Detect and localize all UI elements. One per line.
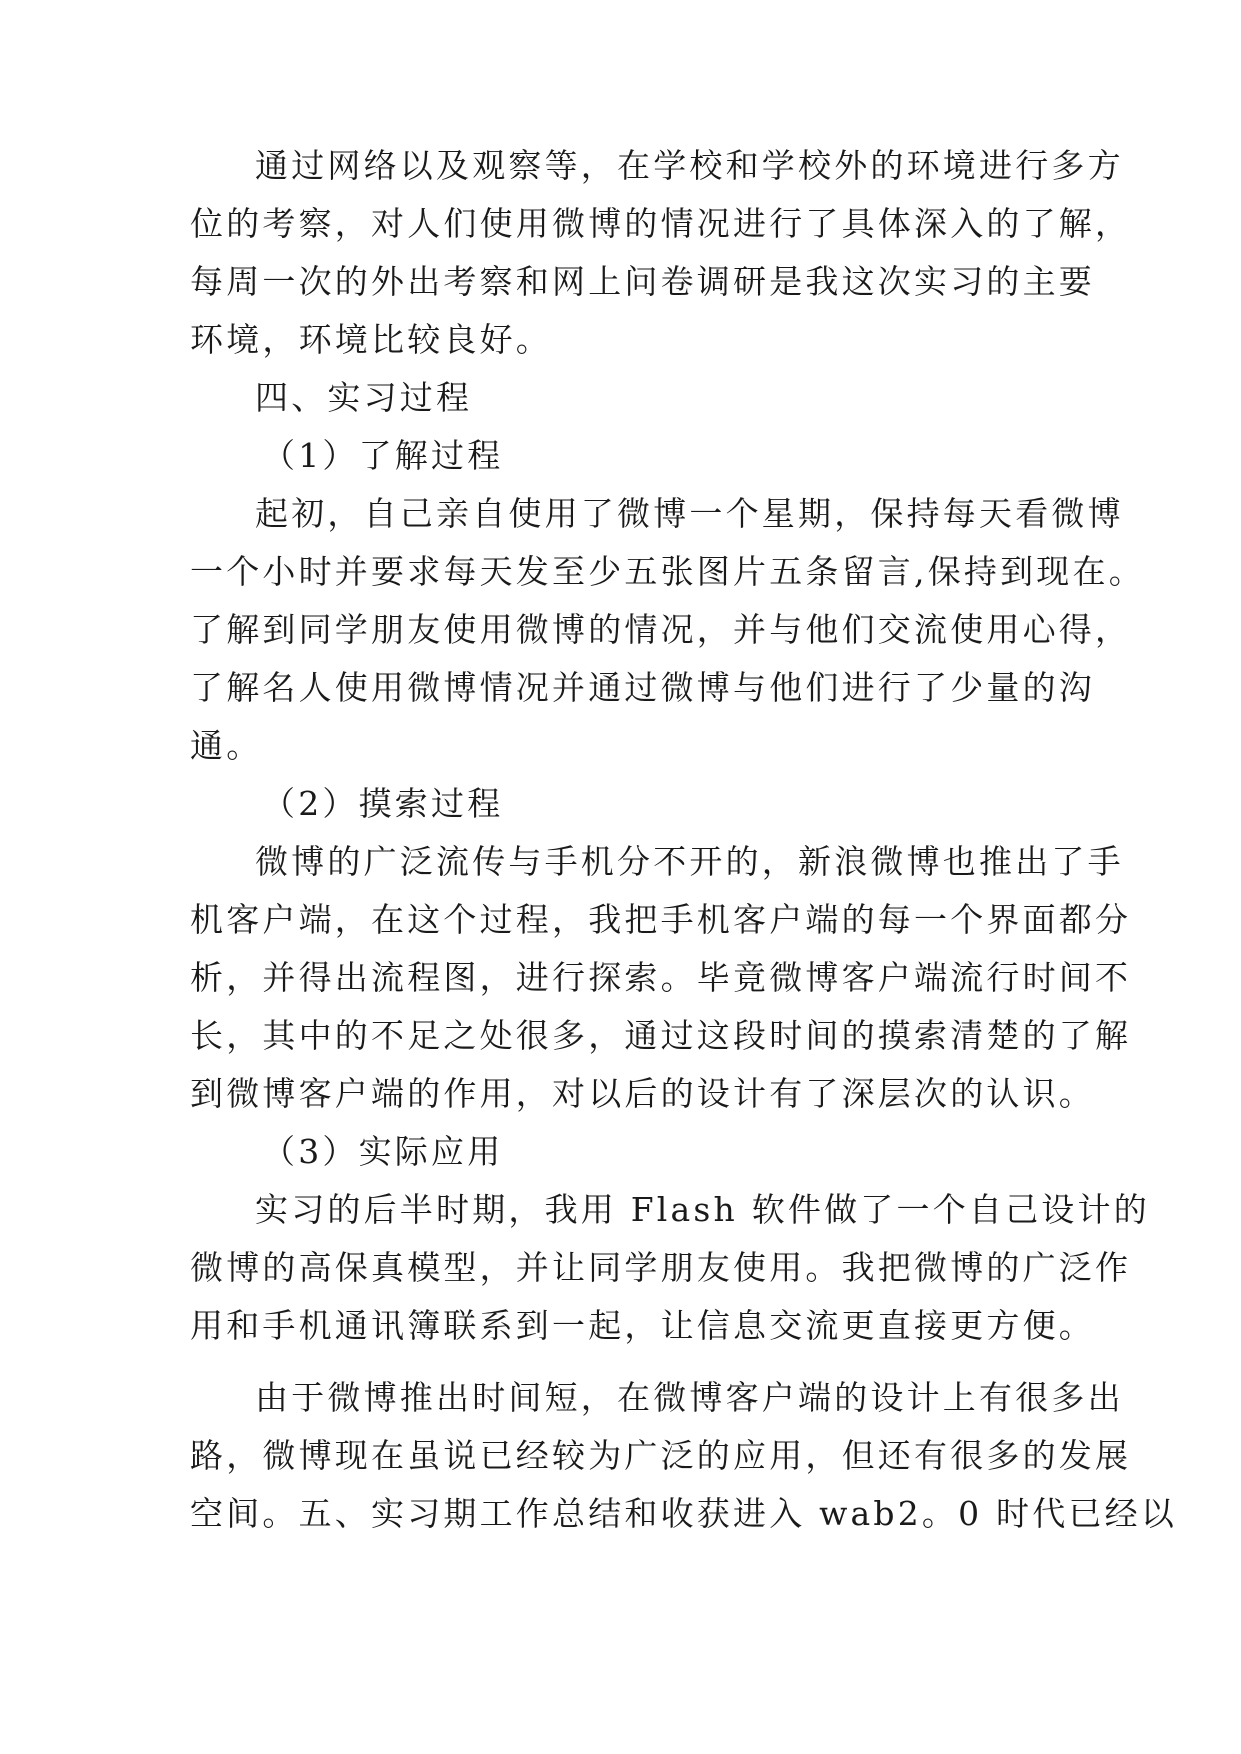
paragraph-line: 路，微博现在虽说已经较为广泛的应用，但还有很多的发展 — [190, 1436, 1132, 1475]
section-heading: 四、实习过程 — [255, 378, 473, 417]
paragraph-line: 由于微博推出时间短，在微博客户端的设计上有很多出 — [255, 1378, 1124, 1417]
paragraph-line: 实习的后半时期，我用 Flash 软件做了一个自己设计的 — [255, 1190, 1150, 1229]
paragraph-line: 空间。五、实习期工作总结和收获进入 wab2。0 时代已经以 — [190, 1494, 1178, 1533]
subsection-heading: （3）实际应用 — [262, 1132, 504, 1171]
paragraph-line: 用和手机通讯簿联系到一起，让信息交流更直接更方便。 — [190, 1306, 1095, 1345]
paragraph-line: 微博的广泛流传与手机分不开的，新浪微博也推出了手 — [255, 842, 1124, 881]
paragraph-line: 了解到同学朋友使用微博的情况，并与他们交流使用心得， — [190, 610, 1132, 649]
paragraph-line: 微博的高保真模型，并让同学朋友使用。我把微博的广泛作 — [190, 1248, 1132, 1287]
paragraph-line: 一个小时并要求每天发至少五张图片五条留言,保持到现在。 — [190, 552, 1145, 591]
subsection-heading: （1）了解过程 — [262, 436, 504, 475]
subsection-heading: （2）摸索过程 — [262, 784, 504, 823]
paragraph-line: 位的考察，对人们使用微博的情况进行了具体深入的了解， — [190, 204, 1132, 243]
paragraph-line: 起初，自己亲自使用了微博一个星期，保持每天看微博 — [255, 494, 1124, 533]
paragraph-line: 长，其中的不足之处很多，通过这段时间的摸索清楚的了解 — [190, 1016, 1132, 1055]
paragraph-line: 机客户端，在这个过程，我把手机客户端的每一个界面都分 — [190, 900, 1132, 939]
paragraph-line: 析，并得出流程图，进行探索。毕竟微博客户端流行时间不 — [190, 958, 1132, 997]
paragraph-line: 了解名人使用微博情况并通过微博与他们进行了少量的沟 — [190, 668, 1095, 707]
paragraph-line: 到微博客户端的作用，对以后的设计有了深层次的认识。 — [190, 1074, 1095, 1113]
paragraph-line: 通过网络以及观察等，在学校和学校外的环境进行多方 — [255, 146, 1124, 185]
paragraph-line: 每周一次的外出考察和网上问卷调研是我这次实习的主要 — [190, 262, 1095, 301]
paragraph-line: 通。 — [190, 726, 263, 765]
paragraph-line: 环境，环境比较良好。 — [190, 320, 552, 359]
